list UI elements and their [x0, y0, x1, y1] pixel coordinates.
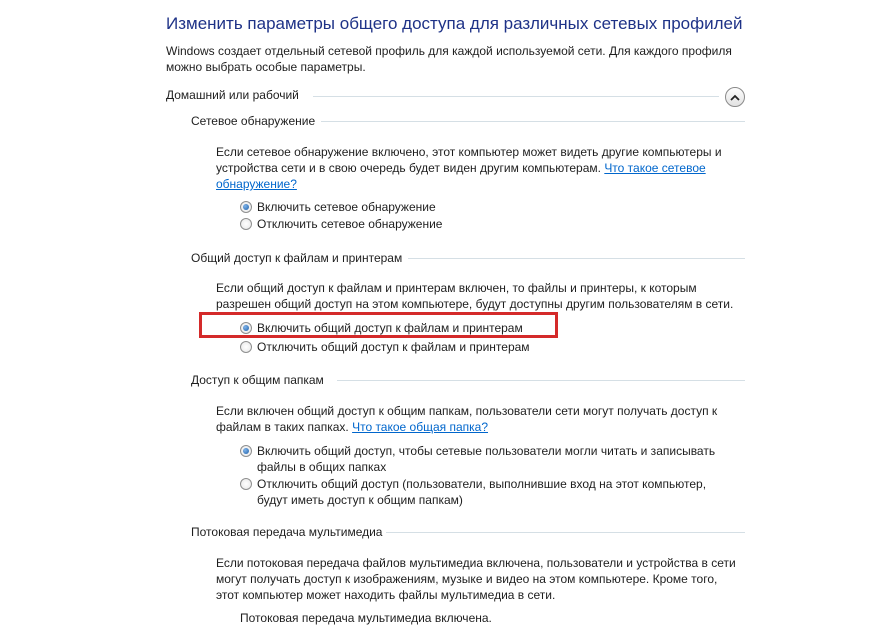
page-title: Изменить параметры общего доступа для различных сетевых профилей	[166, 14, 743, 33]
network-discovery-on-label: Включить сетевое обнаружение	[257, 200, 436, 214]
public-folder-sharing-off-label: Отключить общий доступ (пользователи, выполнившие вход на этот компьютер, будут иметь доступ к общим папкам)	[257, 477, 707, 507]
network-discovery-header: Сетевое обнаружение	[191, 114, 316, 128]
public-folder-sharing-description	[216, 403, 736, 435]
network-discovery-description	[216, 144, 736, 192]
file-printer-sharing-on-label: Включить общий доступ к файлам и принтерам	[257, 321, 523, 335]
radio-empty-icon	[240, 341, 252, 353]
public-folder-sharing-on-label: Включить общий доступ, чтобы сетевые пользователи могли читать и записывать файлы в общих папках	[257, 444, 716, 474]
public-folder-sharing-header: Доступ к общим папкам	[191, 373, 324, 387]
collapse-profile-button[interactable]	[725, 87, 745, 107]
network-discovery-divider	[321, 121, 745, 122]
media-streaming-header: Потоковая передача мультимедиа	[191, 525, 383, 539]
profile-divider	[313, 96, 719, 97]
network-discovery-help-link[interactable]: Что такое сетевое обнаружение?	[216, 161, 706, 191]
network-discovery-text: Если сетевое обнаружение включено, этот компьютер может видеть другие компьютеры и устройства сети и в свою очередь будет виден другим компьютерам.	[216, 145, 722, 175]
radio-empty-icon	[240, 218, 252, 230]
radio-selected-icon	[240, 445, 252, 457]
file-printer-sharing-divider	[408, 258, 745, 259]
chevron-up-icon	[730, 94, 740, 101]
radio-empty-icon	[240, 478, 252, 490]
public-folder-help-link[interactable]: Что такое общая папка?	[352, 420, 489, 434]
file-printer-sharing-off-radio[interactable]	[240, 339, 530, 355]
media-streaming-divider	[386, 532, 745, 533]
highlight-annotation	[199, 312, 558, 338]
profile-group-header: Домашний или рабочий	[166, 88, 299, 102]
public-folder-sharing-on-radio[interactable]	[240, 443, 720, 475]
file-printer-sharing-header: Общий доступ к файлам и принтерам	[191, 251, 403, 265]
network-discovery-off-radio[interactable]	[240, 216, 442, 232]
network-discovery-on-radio[interactable]	[240, 199, 436, 215]
public-folder-sharing-text: Если включен общий доступ к общим папкам, пользователи сети могут получать доступ к файлам в таких папках.	[216, 404, 718, 434]
intro-text: Windows создает отдельный сетевой профиль для каждой используемой сети. Для каждого профиля можно выбрать особые параметры.	[166, 44, 732, 74]
public-folder-sharing-divider	[337, 380, 745, 381]
file-printer-sharing-description: Если общий доступ к файлам и принтерам включен, то файлы и принтеры, к которым разрешен общий доступ на этом компьютере, будут доступны другим пользователям в сети.	[216, 281, 734, 311]
network-discovery-off-label: Отключить сетевое обнаружение	[257, 217, 443, 231]
radio-selected-icon	[240, 201, 252, 213]
file-printer-sharing-off-label: Отключить общий доступ к файлам и принтерам	[257, 340, 530, 354]
media-streaming-description: Если потоковая передача файлов мультимедиа включена, пользователи и устройства в сети могут получать доступ к изображениям, музыке и видео на этом компьютере. Кроме того, этот компьютер может находить файлы мультимедиа в сети.	[216, 556, 736, 602]
media-streaming-status: Потоковая передача мультимедиа включена.	[240, 611, 492, 625]
public-folder-sharing-off-radio[interactable]	[240, 476, 720, 508]
